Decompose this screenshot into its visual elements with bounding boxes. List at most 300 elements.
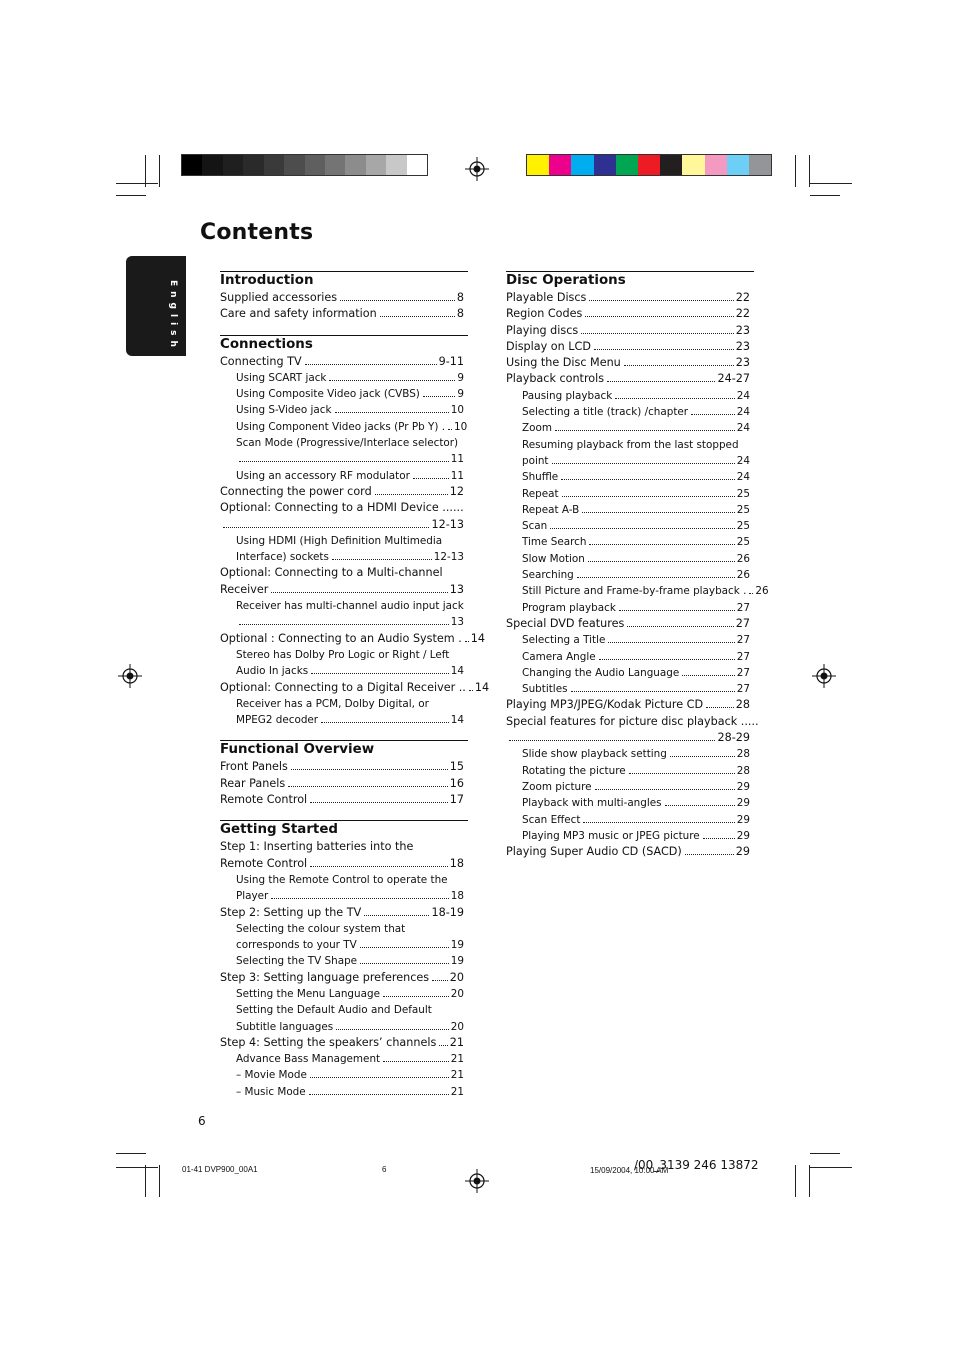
- page-title: Contents: [200, 220, 314, 245]
- entry-row: [522, 746, 754, 762]
- entry-row: [220, 306, 468, 322]
- entry-title: Connecting the power cord: [220, 484, 372, 498]
- contents-entry[interactable]: [506, 844, 754, 860]
- entry-title: Using Component Video jacks (Pr Pb Y) .: [236, 420, 446, 433]
- contents-entry[interactable]: [220, 776, 468, 792]
- entry-title-line: Using the Remote Control to operate the: [236, 873, 448, 886]
- entry-row: [522, 420, 754, 436]
- crop-mark: [795, 1165, 796, 1197]
- leader-dots: [288, 786, 448, 787]
- contents-subentry[interactable]: [220, 1002, 468, 1035]
- entry-row: [506, 323, 754, 339]
- contents-subentry[interactable]: [220, 370, 468, 386]
- leader-dots: [380, 316, 455, 317]
- leader-dots: [691, 414, 735, 415]
- entry-page: 20: [450, 987, 464, 1000]
- leader-dots: [360, 963, 449, 964]
- crop-mark: [810, 1153, 840, 1154]
- contents-subentry[interactable]: [220, 1051, 468, 1067]
- leader-dots: [310, 802, 448, 803]
- color-swatch: [749, 155, 771, 175]
- entry-page: 29: [736, 797, 750, 810]
- registration-mark-icon: [465, 1169, 489, 1193]
- entry-page: 25: [736, 520, 750, 533]
- entry-title: Remote Control: [220, 856, 308, 870]
- entry-title: Optional: Connecting to a Digital Receiver ..: [220, 680, 466, 694]
- section-title: Introduction: [220, 271, 468, 289]
- crop-mark: [145, 155, 146, 187]
- contents-entry[interactable]: [220, 839, 468, 872]
- entry-row: [506, 355, 754, 371]
- leader-dots: [624, 365, 734, 366]
- color-swatch: [727, 155, 749, 175]
- leader-dots: [239, 624, 449, 625]
- leader-dots: [375, 494, 448, 495]
- entry-title: Changing the Audio Language: [522, 666, 680, 679]
- leader-dots: [588, 561, 735, 562]
- entry-page: 18-19: [431, 905, 464, 919]
- contents-subentry[interactable]: [220, 921, 468, 954]
- contents-subentry[interactable]: [506, 779, 754, 795]
- registration-mark-icon: [812, 664, 836, 688]
- contents-subentry[interactable]: [506, 812, 754, 828]
- section-title: Connections: [220, 335, 468, 353]
- contents-subentry[interactable]: [220, 953, 468, 969]
- entry-title: Camera Angle: [522, 650, 596, 663]
- entry-page: 19: [450, 955, 464, 968]
- entry-title: corresponds to your TV: [236, 939, 357, 952]
- contents-subentry[interactable]: [220, 986, 468, 1002]
- leader-dots: [311, 673, 449, 674]
- color-swatch: [571, 155, 593, 175]
- leader-dots: [552, 463, 735, 464]
- contents-entry[interactable]: [220, 680, 490, 696]
- entry-row: [506, 290, 754, 306]
- leader-dots: [413, 478, 449, 479]
- language-tab: [126, 256, 186, 356]
- entry-row: [220, 290, 468, 306]
- entry-page: 26: [736, 569, 750, 582]
- crop-mark: [116, 183, 158, 184]
- entry-row: [522, 518, 754, 534]
- entry-title: Player: [236, 890, 269, 903]
- entry-page: 11: [450, 453, 464, 466]
- color-swatch: [325, 155, 345, 175]
- contents-subentry[interactable]: [506, 518, 754, 534]
- registration-mark-icon: [465, 157, 489, 181]
- leader-dots: [550, 528, 735, 529]
- entry-page: 26: [755, 585, 769, 598]
- crop-mark: [159, 155, 160, 187]
- entry-title: Slide show playback setting: [522, 748, 667, 761]
- entry-page: 20: [449, 970, 464, 984]
- leader-dots: [291, 769, 448, 770]
- entry-title: MPEG2 decoder: [236, 714, 319, 727]
- entry-page: 9-11: [438, 354, 464, 368]
- contents-subentry[interactable]: [506, 486, 754, 502]
- entry-title: Step 4: Setting the speakers’ channels: [220, 1035, 437, 1049]
- entry-title: Playable Discs: [506, 291, 587, 304]
- entry-row: [220, 856, 468, 872]
- crop-mark: [809, 1165, 810, 1197]
- entry-row: [506, 697, 754, 713]
- entry-title-line: Scan Mode (Progressive/Interlace selector): [236, 437, 459, 450]
- entry-page: 8: [456, 291, 464, 304]
- entry-row: [522, 486, 754, 502]
- leader-dots: [509, 740, 715, 741]
- contents-subentry[interactable]: [506, 681, 754, 697]
- contents-subentry[interactable]: [506, 469, 754, 485]
- section-title: Getting Started: [220, 820, 468, 838]
- leader-dots: [670, 756, 735, 757]
- color-swatch: [705, 155, 727, 175]
- entry-title-line: Optional: Connecting to a HDMI Device ......: [220, 501, 464, 515]
- entry-title: Zoom picture: [522, 780, 592, 793]
- contents-subentry[interactable]: [506, 649, 754, 665]
- entry-title: Program playback: [522, 601, 616, 614]
- entry-page: 12-13: [433, 551, 464, 564]
- entry-title: Subtitle languages: [236, 1020, 334, 1033]
- leader-dots: [583, 822, 734, 823]
- entry-title-line: Optional: Connecting to a Multi-channel: [220, 566, 443, 580]
- contents-subentry[interactable]: [506, 828, 754, 844]
- entry-title: Still Picture and Frame-by-frame playback .: [522, 585, 747, 598]
- entry-title-line: Selecting the colour system that: [236, 922, 406, 935]
- entry-page: 28: [736, 748, 750, 761]
- leader-dots: [627, 626, 733, 627]
- contents-entry[interactable]: [506, 714, 759, 747]
- contents-subentry[interactable]: [220, 598, 468, 631]
- leader-dots: [589, 544, 734, 545]
- entry-row: [522, 453, 754, 469]
- contents-subentry[interactable]: [220, 1084, 468, 1100]
- entry-title: Care and safety information: [220, 307, 377, 321]
- entry-page: 14: [474, 680, 490, 694]
- color-swatch: [594, 155, 616, 175]
- entry-row: [236, 888, 468, 904]
- entry-page: 13: [450, 616, 464, 629]
- leader-dots: [469, 690, 473, 691]
- leader-dots: [571, 691, 735, 692]
- entry-page: 29: [736, 813, 750, 826]
- entry-page: 29: [735, 845, 750, 859]
- entry-page: 16: [449, 776, 464, 790]
- crop-mark: [810, 1167, 852, 1168]
- entry-page: 9: [457, 388, 464, 401]
- contents-subentry[interactable]: [220, 533, 468, 566]
- contents-subentry[interactable]: [506, 600, 754, 616]
- color-swatch: [305, 155, 325, 175]
- crop-mark: [810, 183, 852, 184]
- contents-entry[interactable]: [220, 484, 468, 500]
- contents-subentry[interactable]: [506, 437, 754, 470]
- entry-page: 23: [735, 323, 750, 337]
- entry-title: Supplied accessories: [220, 291, 338, 304]
- contents-subentry[interactable]: [220, 435, 468, 468]
- color-swatch: [182, 155, 202, 175]
- entry-row: [236, 1084, 468, 1100]
- leader-dots: [561, 479, 735, 480]
- entry-title: Shuffle: [522, 471, 559, 484]
- contents-entry[interactable]: [220, 759, 468, 775]
- entry-title: – Music Mode: [236, 1085, 306, 1098]
- entry-row: [522, 812, 754, 828]
- entry-row: [220, 970, 468, 986]
- page-number: 6: [198, 1114, 206, 1128]
- entry-row: [236, 986, 468, 1002]
- entry-row: [522, 600, 754, 616]
- leader-dots: [223, 527, 429, 528]
- entry-title: Slow Motion: [522, 552, 585, 565]
- contents-entry[interactable]: [506, 355, 754, 371]
- contents-subentry[interactable]: [506, 665, 754, 681]
- entry-page: 14: [450, 665, 464, 678]
- entry-row: [236, 549, 468, 565]
- crop-mark: [810, 195, 840, 196]
- leader-dots: [582, 512, 735, 513]
- entry-row: [236, 937, 468, 953]
- contents-subentry[interactable]: [506, 746, 754, 762]
- contents-subentry[interactable]: [506, 420, 754, 436]
- entry-page: 18: [450, 890, 464, 903]
- contents-entry[interactable]: [506, 290, 754, 306]
- entry-row: [522, 649, 754, 665]
- color-swatch: [345, 155, 365, 175]
- entry-title: Rear Panels: [220, 776, 286, 790]
- entry-page: 27: [735, 616, 750, 630]
- leader-dots: [360, 947, 449, 948]
- contents-entry[interactable]: [220, 631, 486, 647]
- leader-dots: [332, 559, 432, 560]
- entry-page: 27: [736, 650, 750, 663]
- color-swatch: [549, 155, 571, 175]
- color-swatch: [386, 155, 406, 175]
- entry-row: [522, 404, 754, 420]
- entry-page: 21: [450, 1053, 464, 1066]
- crop-mark: [159, 1165, 160, 1197]
- entry-page: 19: [450, 939, 464, 952]
- entry-row: [522, 681, 754, 697]
- entry-title: Advance Bass Management: [236, 1053, 381, 1066]
- entry-title: Repeat A-B: [522, 503, 580, 516]
- entry-title: Playing Super Audio CD (SACD): [506, 845, 682, 859]
- entry-row: [236, 953, 468, 969]
- entry-page: 8: [456, 307, 464, 321]
- entry-title-line: Resuming playback from the last stopped: [522, 438, 739, 451]
- contents-subentry[interactable]: [506, 763, 754, 779]
- contents-entry[interactable]: [220, 290, 468, 306]
- entry-title-line: Stereo has Dolby Pro Logic or Right / Left: [236, 648, 450, 661]
- entry-row: [220, 680, 490, 696]
- entry-title: Audio In jacks: [236, 665, 309, 678]
- entry-page: 12-13: [431, 517, 464, 531]
- entry-row: [522, 795, 754, 811]
- entry-row: [236, 386, 468, 402]
- entry-title: Pausing playback: [522, 389, 613, 402]
- entry-title: Interface) sockets: [236, 551, 329, 564]
- leader-dots: [589, 300, 733, 301]
- entry-row: [506, 339, 754, 355]
- entry-page: 24: [736, 422, 750, 435]
- contents-subentry[interactable]: [506, 583, 769, 599]
- entry-title: Using the Disc Menu: [506, 356, 621, 370]
- entry-page: 17: [449, 793, 464, 807]
- entry-row: [220, 354, 468, 370]
- leader-dots: [581, 333, 734, 334]
- contents-subentry[interactable]: [220, 872, 468, 905]
- leader-dots: [706, 707, 734, 708]
- entry-page: 27: [736, 634, 750, 647]
- contents-subentry[interactable]: [506, 502, 754, 518]
- contents-left-column: [220, 271, 490, 1112]
- contents-subentry[interactable]: [506, 795, 754, 811]
- contents-subentry[interactable]: [506, 551, 754, 567]
- leader-dots: [585, 316, 733, 317]
- leader-dots: [439, 1045, 447, 1046]
- entry-page: 20: [450, 1020, 464, 1033]
- entry-row: [522, 763, 754, 779]
- entry-row: [236, 663, 468, 679]
- contents-entry[interactable]: [506, 323, 754, 339]
- contents-section: [506, 271, 769, 860]
- entry-page: 23: [735, 339, 750, 353]
- entry-page: 21: [450, 1085, 464, 1098]
- entry-page: 27: [736, 666, 750, 679]
- entry-row: [236, 370, 468, 386]
- entry-page: 25: [736, 503, 750, 516]
- contents-entry[interactable]: [220, 905, 468, 921]
- contents-entry[interactable]: [220, 354, 468, 370]
- entry-row: [220, 484, 468, 500]
- entry-row: [220, 759, 468, 775]
- entry-page: 21: [450, 1069, 464, 1082]
- leader-dots: [685, 854, 734, 855]
- entry-title: Special DVD features: [506, 616, 625, 630]
- color-swatch: [407, 155, 427, 175]
- contents-entry[interactable]: [220, 792, 468, 808]
- entry-row: [236, 468, 468, 484]
- entry-page: 12: [449, 484, 464, 498]
- contents-subentry[interactable]: [220, 647, 468, 680]
- entry-title: Using SCART jack: [236, 371, 327, 384]
- color-swatch: [682, 155, 704, 175]
- contents-subentry[interactable]: [506, 534, 754, 550]
- entry-title: Scan Effect: [522, 813, 581, 826]
- entry-page: 9: [457, 371, 464, 384]
- contents-subentry[interactable]: [220, 402, 468, 418]
- entry-title: Playing discs: [506, 323, 579, 337]
- entry-title-line: Setting the Default Audio and Default: [236, 1004, 432, 1017]
- entry-row: [522, 469, 754, 485]
- entry-row: [522, 632, 754, 648]
- entry-title: Repeat: [522, 487, 559, 500]
- section-title: Functional Overview: [220, 740, 468, 758]
- leader-dots: [595, 789, 735, 790]
- entry-page: 10: [454, 420, 468, 433]
- contents-subentry[interactable]: [220, 1067, 468, 1083]
- entry-title: Zoom: [522, 422, 552, 435]
- leader-dots: [423, 396, 456, 397]
- leader-dots: [336, 1029, 449, 1030]
- entry-page: 22: [735, 307, 750, 321]
- contents-entry[interactable]: [220, 970, 468, 986]
- document-code: /00_3139 246 13872: [634, 1158, 759, 1172]
- leader-dots: [665, 805, 735, 806]
- leader-dots: [340, 300, 455, 301]
- color-calibration-bar: [526, 154, 772, 176]
- contents-entry[interactable]: [506, 371, 754, 387]
- contents-entry[interactable]: [506, 339, 754, 355]
- contents-subentry[interactable]: [220, 419, 468, 435]
- contents-entry[interactable]: [220, 306, 468, 322]
- leader-dots: [577, 577, 735, 578]
- contents-entry[interactable]: [506, 306, 754, 322]
- print-slug-file: 01-41 DVP900_00A1: [182, 1165, 258, 1174]
- entry-row: [522, 551, 754, 567]
- entry-row: [506, 371, 754, 387]
- crop-mark: [116, 1167, 158, 1168]
- entry-title: Rotating the picture: [522, 764, 626, 777]
- leader-dots: [607, 381, 715, 382]
- entry-title: Step 3: Setting language preferences: [220, 970, 430, 984]
- leader-dots: [608, 642, 734, 643]
- entry-page: 24: [736, 471, 750, 484]
- contents-subentry[interactable]: [506, 388, 754, 404]
- entry-page: 24-27: [717, 372, 750, 386]
- entry-row: [220, 776, 468, 792]
- contents-subentry[interactable]: [506, 567, 754, 583]
- entry-page: 29: [736, 829, 750, 842]
- entry-page: 28: [735, 698, 750, 712]
- entry-page: 24: [736, 406, 750, 419]
- contents-entry[interactable]: [506, 616, 754, 632]
- grayscale-calibration-bar: [181, 154, 428, 176]
- contents-entry[interactable]: [506, 697, 754, 713]
- contents-subentry[interactable]: [220, 468, 468, 484]
- entry-row: [506, 730, 754, 746]
- entry-title-line: Receiver has multi-channel audio input jack: [236, 600, 464, 613]
- contents-subentry[interactable]: [220, 386, 468, 402]
- entry-row: [522, 567, 754, 583]
- entry-page: 10: [450, 404, 464, 417]
- entry-title: Region Codes: [506, 307, 583, 321]
- color-swatch: [264, 155, 284, 175]
- entry-page: 14: [450, 714, 464, 727]
- registration-mark-icon: [118, 664, 142, 688]
- entry-title: Using an accessory RF modulator: [236, 469, 410, 482]
- contents-entry[interactable]: [220, 565, 468, 598]
- contents-subentry[interactable]: [506, 404, 754, 420]
- entry-row: [522, 828, 754, 844]
- entry-page: 26: [736, 552, 750, 565]
- crop-mark: [795, 155, 796, 187]
- color-swatch: [616, 155, 638, 175]
- contents-subentry[interactable]: [220, 696, 468, 729]
- contents-subentry[interactable]: [506, 632, 754, 648]
- entry-row: [236, 1019, 468, 1035]
- entry-title: Step 2: Setting up the TV: [220, 905, 362, 919]
- entry-title: Remote Control: [220, 793, 308, 807]
- entry-title: Subtitles: [522, 683, 568, 696]
- color-swatch: [660, 155, 682, 175]
- entry-title: Using Composite Video jack (CVBS): [236, 388, 420, 401]
- entry-row: [506, 306, 754, 322]
- entry-title: Playback controls: [506, 372, 605, 386]
- contents-section: [220, 271, 468, 323]
- contents-entry[interactable]: [220, 1035, 468, 1051]
- entry-page: 18: [449, 856, 464, 870]
- contents-entry[interactable]: [220, 500, 468, 533]
